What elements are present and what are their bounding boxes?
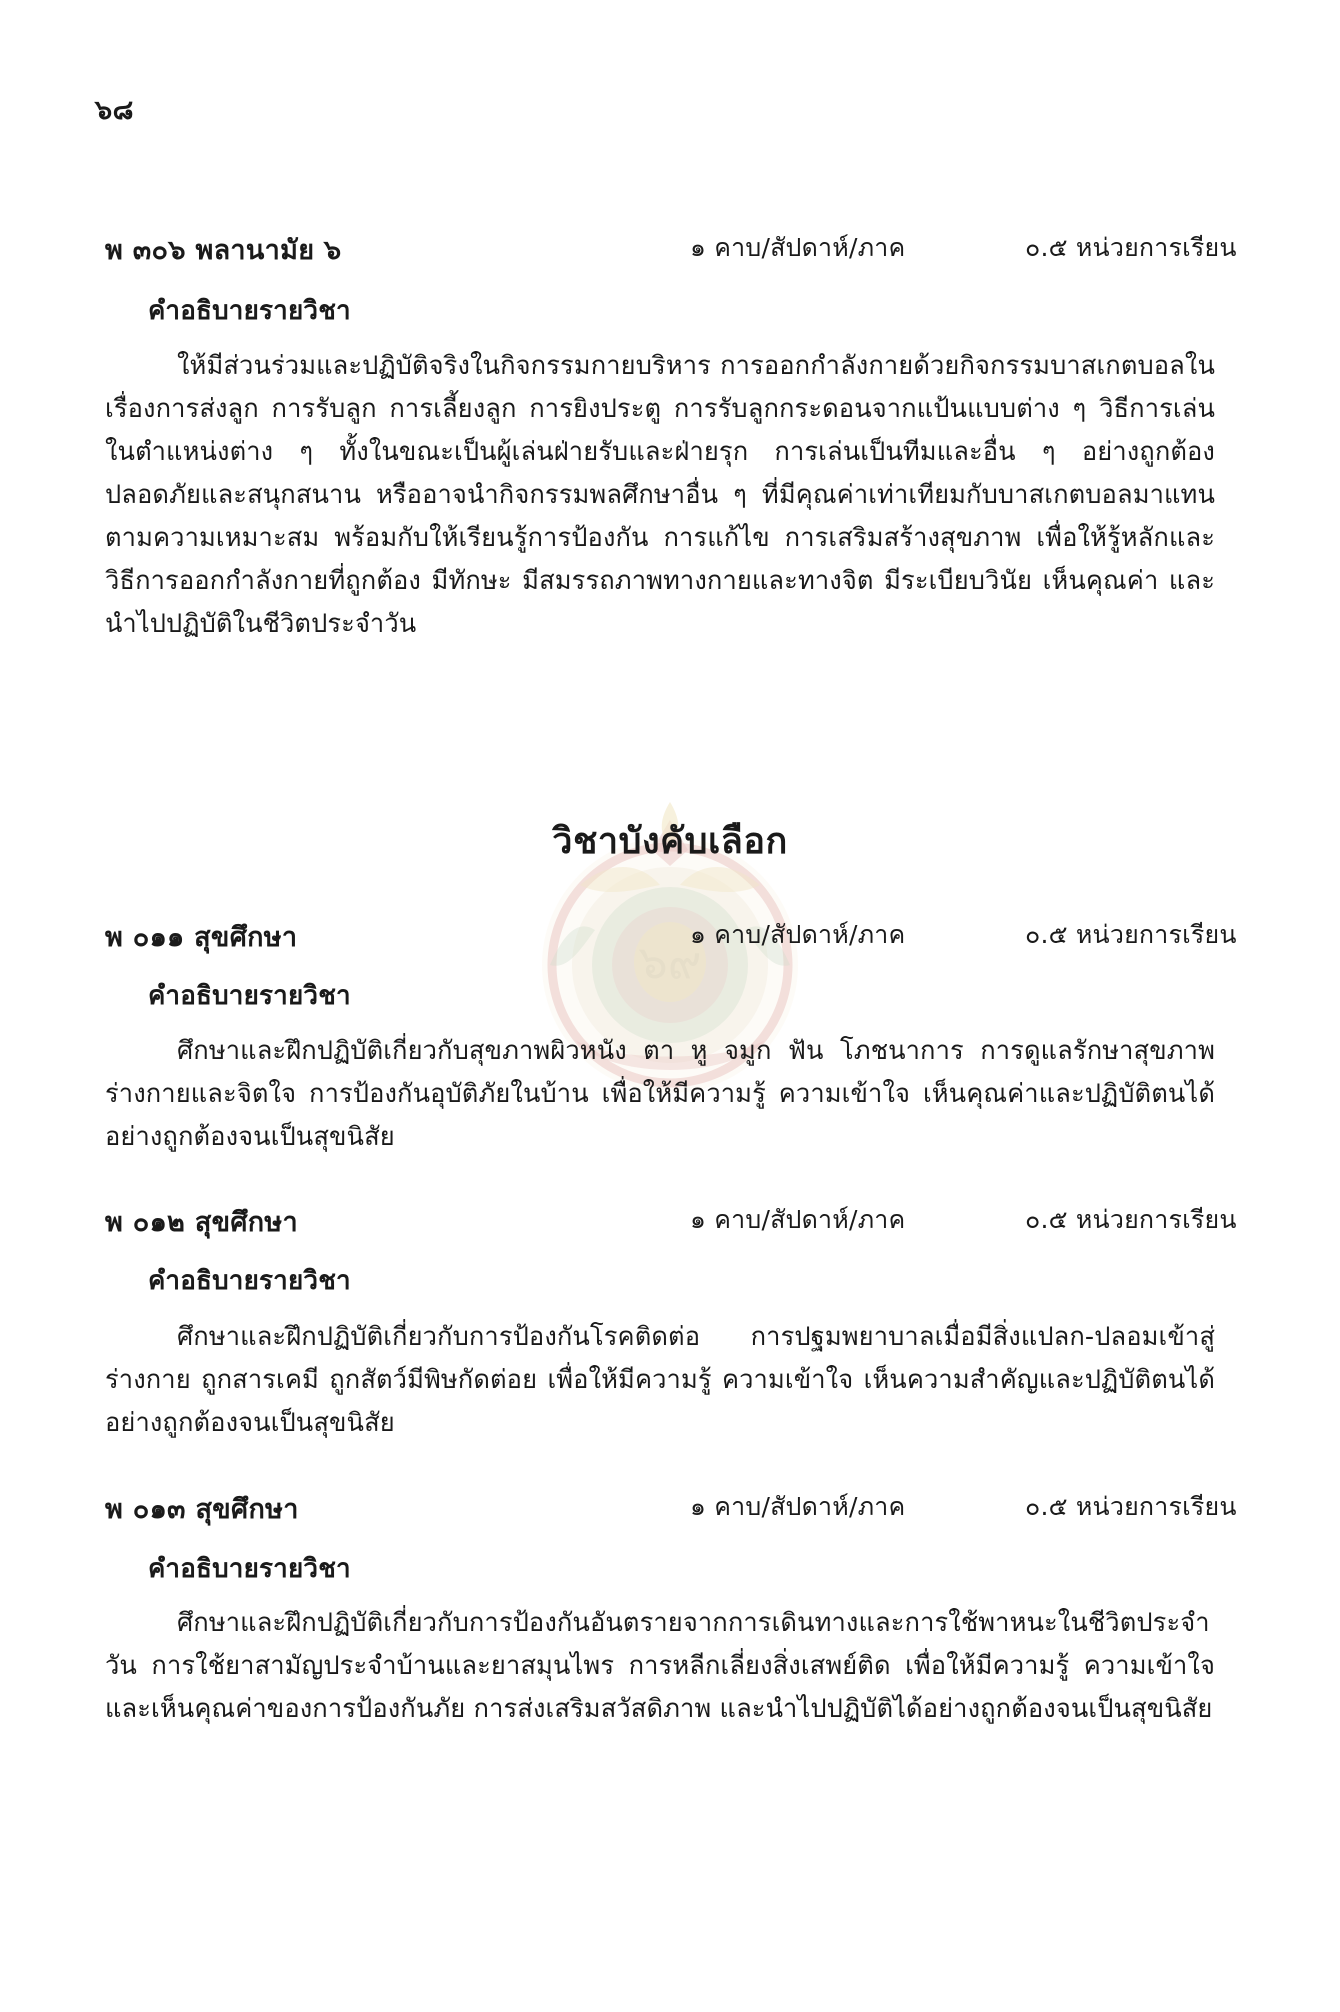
course-credits: ๐.๕ หน่วยการเรียน <box>1025 920 1237 949</box>
paragraph-body: ศึกษาและฝึกปฏิบัติเกี่ยวกับการป้องกันโรคติดต่อ การปฐมพยาบาลเมื่อมีสิ่งแปลก-ปลอมเข้าสู่ร่างกาย ถูกสารเคมี ถูกสัตว์มีพิษกัดต่อย เพื่อให้มีความรู้ ความเข้าใจ เห็นความสำคัญและปฏิบัติตนได้อย่างถูกต้องจนเป็นสุขนิสัย <box>105 1322 1215 1438</box>
course-credits: ๐.๕ หน่วยการเรียน <box>1025 1205 1237 1234</box>
course-heading <box>105 228 1237 271</box>
course-heading <box>105 1487 1237 1530</box>
course-credits: ๐.๕ หน่วยการเรียน <box>1025 233 1237 262</box>
course-description-label: คำอธิบายรายวิชา <box>148 1554 351 1584</box>
course-periods: ๑ คาบ/สัปดาห์/ภาค <box>690 920 906 949</box>
course-description-label: คำอธิบายรายวิชา <box>148 981 351 1011</box>
paragraph-body: ให้มีส่วนร่วมและปฏิบัติจริงในกิจกรรมกายบริหาร การออกกำลังกายด้วยกิจกรรมบาสเกตบอลในเรื่องการส่งลูก การรับลูก การเลี้ยงลูก การยิงประตู การรับลูกกระดอนจากแป้นแบบต่าง ๆ วิธีการเล่นในตำแหน่งต่าง ๆ ทั้งในขณะเป็นผู้เล่นฝ่ายรับและฝ่ายรุก การเล่นเป็นทีมและอื่น ๆ อย่างถูกต้อง ปลอดภัยและสนุกสนาน หรืออาจนำกิจกรรมพลศึกษาอื่น ๆ ที่มีคุณค่าเท่าเทียมกับบาสเกตบอลมาแทนตามความเหมาะสม พร้อมกับให้เรียนรู้การป้องกัน การแก้ไข การเสริมสร้างสุขภาพ เพื่อให้รู้หลักและวิธีการออกกำลังกายที่ถูกต้อง มีทักษะ มีสมรรถภาพทางกายและทางจิต มีระเบียบวินัย เห็นคุณค่า และนำไปปฏิบัติในชีวิตประจำวัน <box>105 351 1215 639</box>
course-description-text <box>105 1316 1215 1445</box>
svg-text:๖๙: ๖๙ <box>638 935 702 989</box>
course-heading <box>105 1200 1237 1243</box>
course-periods: ๑ คาบ/สัปดาห์/ภาค <box>690 1492 906 1521</box>
paragraph-body: ศึกษาและฝึกปฏิบัติเกี่ยวกับการป้องกันอันตรายจากการเดินทางและการใช้พาหนะในชีวิตประจำวัน การใช้ยาสามัญประจำบ้านและยาสมุนไพร การหลีกเลี่ยงสิ่งเสพย์ติด เพื่อให้มีความรู้ ความเข้าใจ และเห็นคุณค่าของการป้องกันภัย การส่งเสริมสวัสดิภาพ และนำไปปฏิบัติได้อย่างถูกต้องจนเป็นสุขนิสัย <box>105 1608 1215 1724</box>
course-code: พ ๐๑๑ สุขศึกษา <box>105 922 298 953</box>
course-description-text <box>105 345 1215 646</box>
course-periods: ๑ คาบ/สัปดาห์/ภาค <box>690 1205 906 1234</box>
course-periods: ๑ คาบ/สัปดาห์/ภาค <box>690 233 906 262</box>
course-description-text <box>105 1602 1215 1731</box>
course-code: พ ๐๑๓ สุขศึกษา <box>105 1494 299 1525</box>
course-description-label: คำอธิบายรายวิชา <box>148 296 351 326</box>
course-description-label: คำอธิบายรายวิชา <box>148 1266 351 1296</box>
section-title: วิชาบังคับเลือก <box>552 821 788 862</box>
page-number: ๖๘ <box>95 95 134 126</box>
course-heading <box>105 915 1237 958</box>
course-code: พ ๓๐๖ พลานามัย ๖ <box>105 235 342 266</box>
course-code: พ ๐๑๒ สุขศึกษา <box>105 1207 298 1238</box>
paragraph-body: ศึกษาและฝึกปฏิบัติเกี่ยวกับสุขภาพผิวหนัง ตา หู จมูก ฟัน โภชนาการ การดูแลรักษาสุขภาพร่างกายและจิตใจ การป้องกันอุบัติภัยในบ้าน เพื่อให้มีความรู้ ความเข้าใจ เห็นคุณค่าและปฏิบัติตนได้อย่างถูกต้องจนเป็นสุขนิสัย <box>105 1036 1215 1152</box>
course-description-text <box>105 1030 1215 1159</box>
course-credits: ๐.๕ หน่วยการเรียน <box>1025 1492 1237 1521</box>
